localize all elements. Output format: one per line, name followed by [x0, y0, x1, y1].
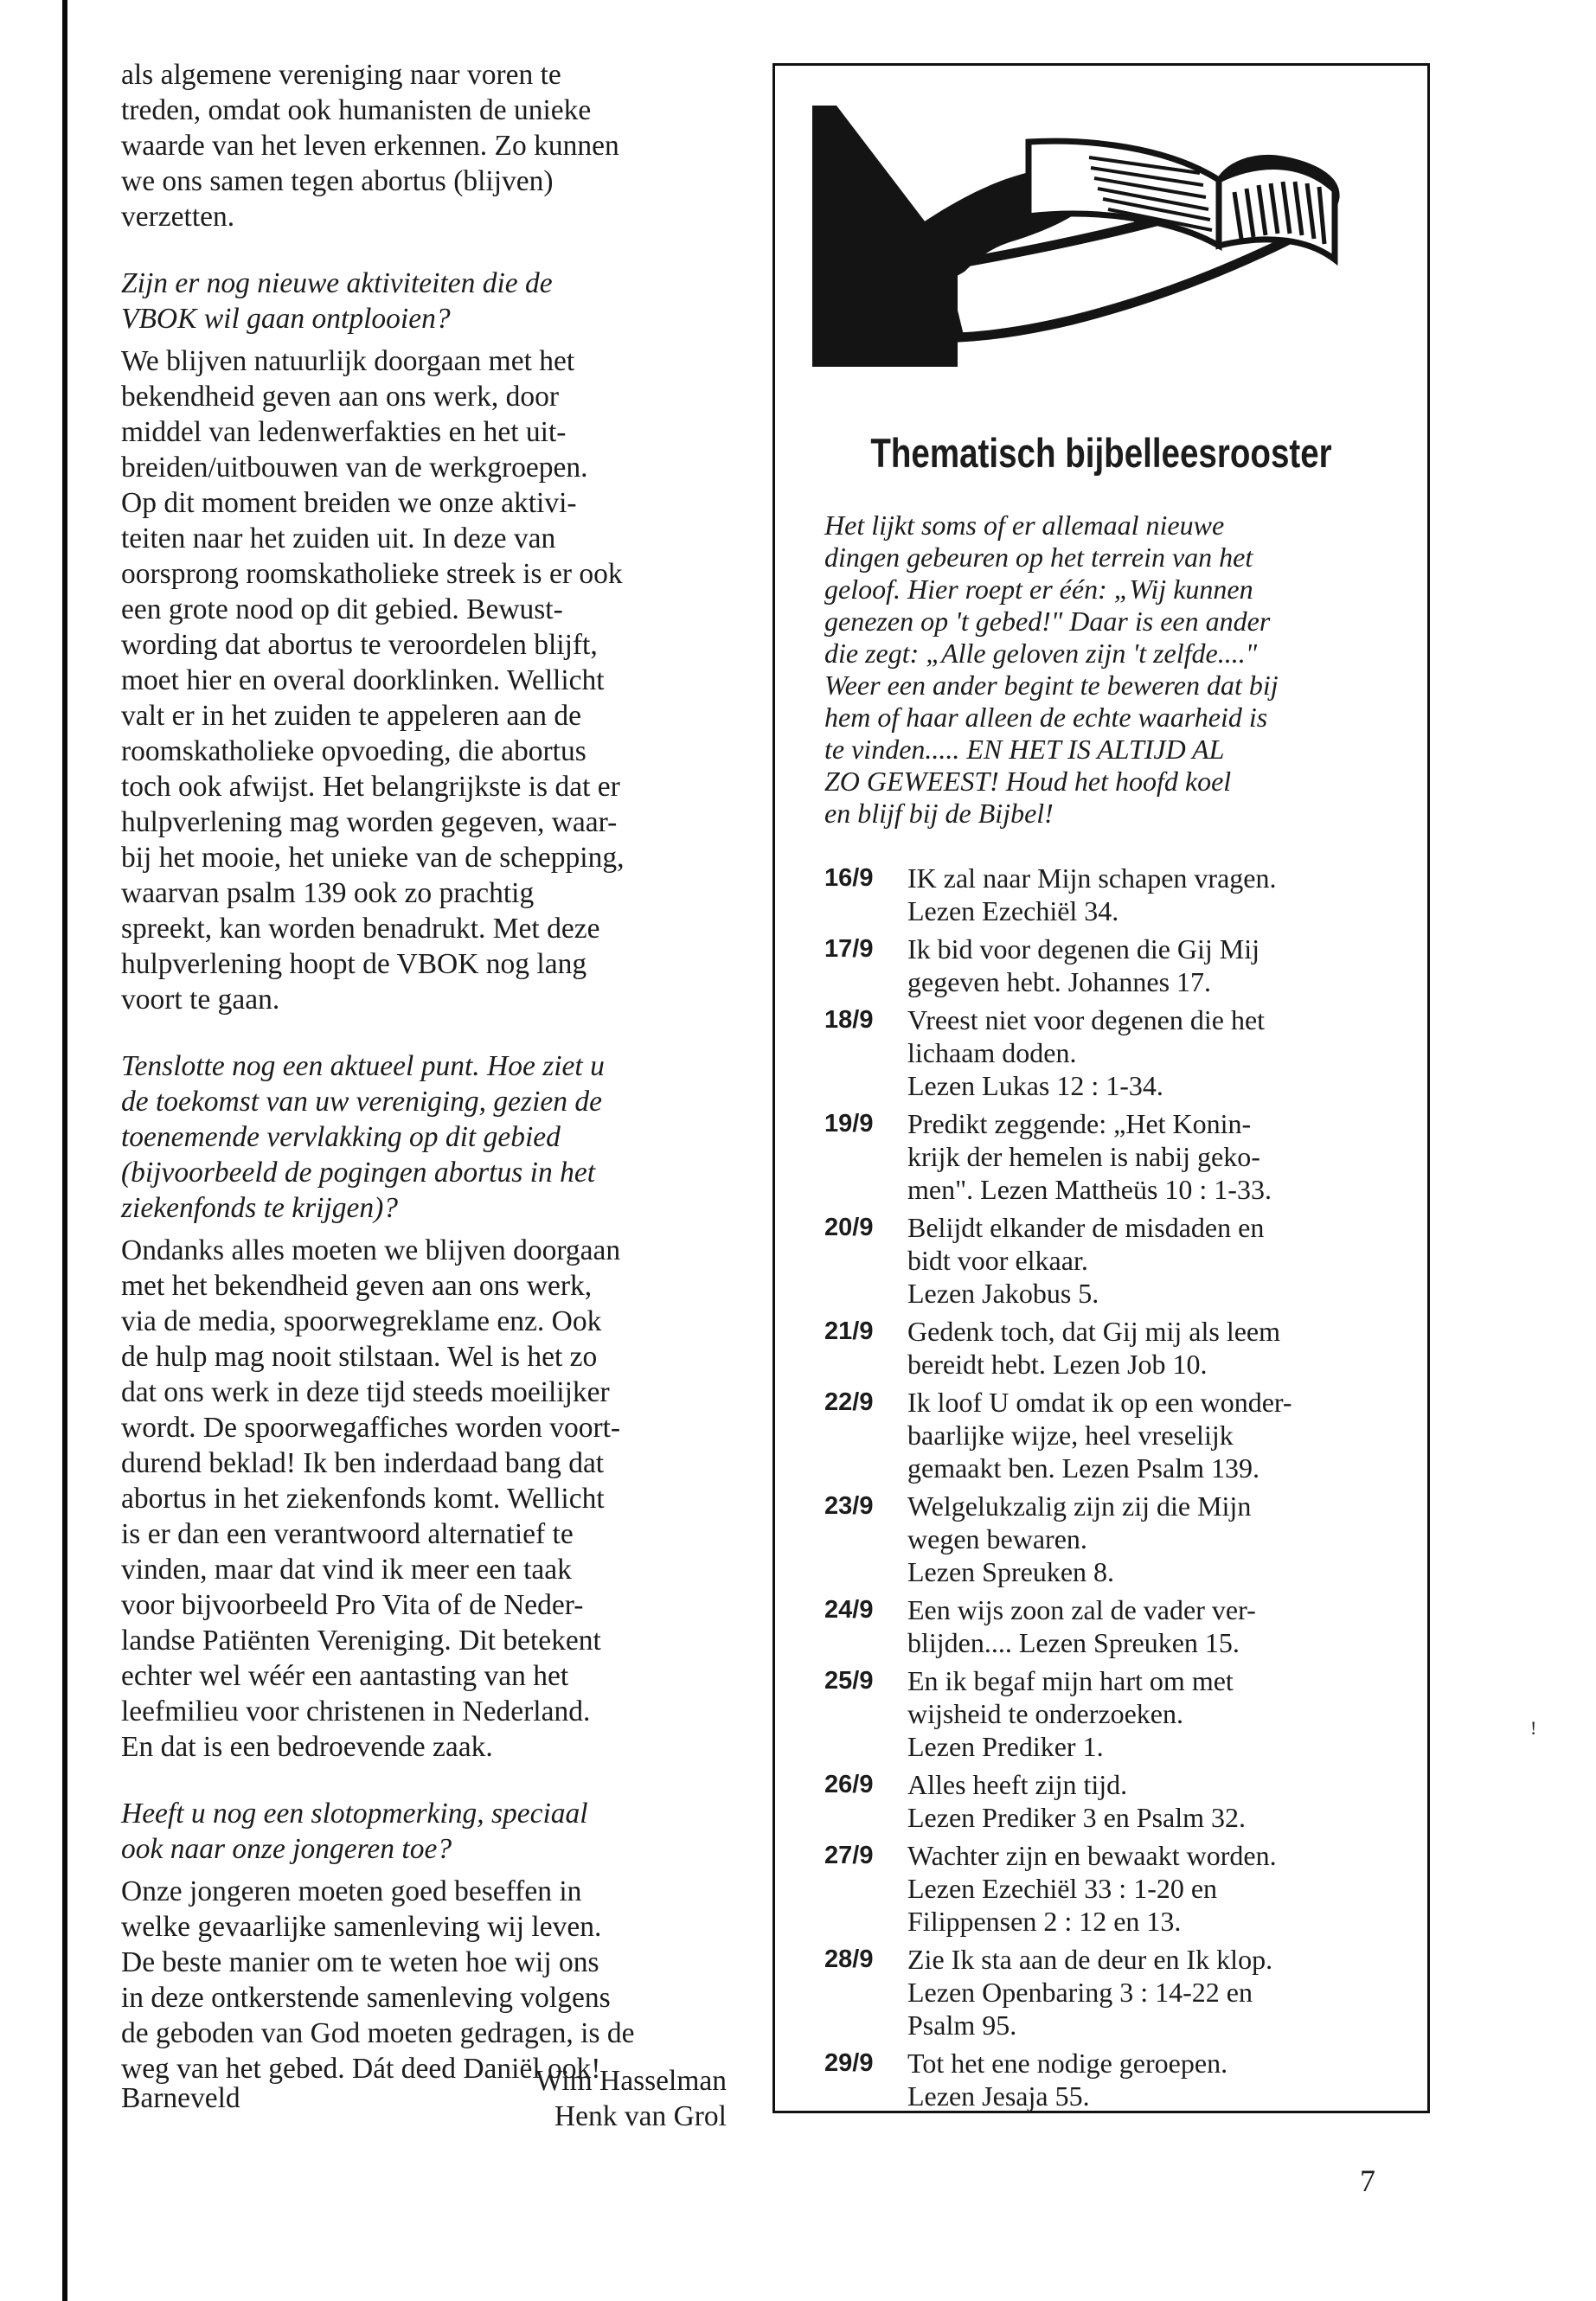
entry-text: IK zal naar Mijn schapen vragen. Lezen Ezechiël 34. [907, 862, 1277, 926]
paragraph: als algemene vereniging naar voren te treden, omdat ook humanisten de unieke waarde van het leven erkennen. Zo kunnen we ons samen tegen abortus (blijven) verzetten. [121, 59, 619, 233]
entry-text: En ik begaf mijn hart om met wijsheid te onderzoeken. Lezen Prediker 1. [907, 1665, 1234, 1762]
entry-text: Ik bid voor degenen die Gij Mij gegeven hebt. Johannes 17. [907, 933, 1260, 997]
interview-question: Tenslotte nog een aktueel punt. Hoe ziet u de toekomst van uw vereniging, gezien de toenemende vervlakking op dit gebied (bijvoorbeeld de pogingen abortus in het ziekenfonds te krijgen)? [121, 1050, 605, 1224]
interview-question: Heeft u nog een slotopmerking, speciaal ook naar onze jongeren toe? [121, 1798, 588, 1865]
entry-date: 20/9 [824, 1214, 874, 1241]
article-column [121, 57, 727, 2086]
schedule-intro: Het lijkt soms of er allemaal nieuwe dingen gebeuren op het terrein van het geloof. Hier roept er één: „Wij kunnen genezen op 't gebed!" Daar is een ander die zegt: „Alle geloven zijn 't zelfde...." Weer een ander begint te beweren dat bij hem of haar alleen de echte waarheid is te vinden..... EN HET IS ALTIJD AL ZO GEWEEST! Houd het hoofd koel en blijf bij de Bijbel! [824, 510, 1279, 829]
paragraph: We blijven natuurlijk doorgaan met het bekendheid geven aan ons werk, door middel van ledenwerfakties en het uit- breiden/uitbouwen van de werkgroepen. Op dit moment breiden we onze aktivi- teiten naar het zuiden uit. In deze van oorsprong roomskatholieke streek is er ook een grote nood op dit gebied. Bewust- wording dat abortus te veroordelen blijft, moet hier en overal doorklinken. Wellicht valt er in het zuiden te appeleren aan de roomskatholieke opvoeding, die abortus toch ook afwijst. Het belangrijkste is dat er hulpverlening mag worden gegeven, waar- bij het mooie, het unieke van de schepping, waarvan psalm 139 ook zo prachtig spreekt, kan worden benadrukt. Met deze hulpverlening hoopt de VBOK nog lang voort te gaan. [121, 345, 625, 1016]
bible-reading-schedule-box [772, 63, 1430, 2113]
schedule-entry [824, 1839, 1378, 1938]
open-bible-with-hand-icon [812, 90, 1349, 367]
entry-date: 28/9 [824, 1945, 874, 1973]
entry-date: 27/9 [824, 1842, 874, 1869]
schedule-entry [824, 862, 1378, 927]
interview-question: Zijn er nog nieuwe aktiviteiten die de VBOK wil gaan ontplooien? [121, 267, 553, 335]
signature-names [535, 2063, 727, 2134]
stray-mark: ! [1530, 1717, 1537, 1739]
entry-text: Ik loof U omdat ik op een wonder- baarlijke wijze, heel vreselijk gemaakt ben. Lezen Psalm 139. [907, 1387, 1292, 1484]
page-number: 7 [1360, 2163, 1375, 2198]
schedule-entry [824, 933, 1378, 998]
author-name: Wim Hasselman [535, 2065, 727, 2097]
entry-text: Vreest niet voor degenen die het lichaam doden. Lezen Lukas 12 : 1-34. [907, 1004, 1266, 1101]
entry-text: Wachter zijn en bewaakt worden. Lezen Ezechiël 33 : 1-20 en Filippensen 2 : 12 en 13. [907, 1840, 1277, 1937]
signature-place: Barneveld [121, 2082, 240, 2114]
schedule-entry [824, 1490, 1378, 1588]
schedule-entry [824, 1003, 1378, 1102]
entry-text: Tot het ene nodige geroepen. Lezen Jesaja 55. [907, 2048, 1228, 2112]
paragraph: Onze jongeren moeten goed beseffen in welke gevaarlijke samenleving wij leven. De beste manier om te weten hoe wij ons in deze ontkerstende samenleving volgens de geboden van God moeten gedragen, is de weg van het gebed. Dát deed Daniël ook! [121, 1875, 635, 2085]
schedule-entry [824, 1943, 1378, 2041]
entry-date: 22/9 [824, 1388, 874, 1416]
entry-text: Gedenk toch, dat Gij mij als leem bereidt hebt. Lezen Job 10. [907, 1316, 1280, 1380]
entry-date: 18/9 [824, 1006, 874, 1034]
entry-text: Belijdt elkander de misdaden en bidt voor elkaar. Lezen Jakobus 5. [907, 1212, 1265, 1309]
entry-text: Een wijs zoon zal de vader ver- blijden.... Lezen Spreuken 15. [907, 1594, 1256, 1658]
entry-date: 24/9 [824, 1596, 874, 1624]
schedule-entries [824, 862, 1378, 2118]
schedule-entry [824, 1107, 1378, 1206]
entry-text: Predikt zeggende: „Het Konin- krijk der hemelen is nabij geko- men". Lezen Mattheüs 10 : 1-33. [907, 1108, 1272, 1205]
schedule-entry [824, 1664, 1378, 1763]
entry-date: 26/9 [824, 1771, 874, 1798]
schedule-entry [824, 1593, 1378, 1659]
margin-rule [62, 0, 67, 2301]
entry-date: 23/9 [824, 1492, 874, 1520]
entry-date: 16/9 [824, 864, 874, 892]
schedule-entry [824, 1315, 1378, 1381]
entry-date: 21/9 [824, 1317, 874, 1345]
schedule-entry [824, 2047, 1378, 2112]
schedule-entry [824, 1768, 1378, 1834]
entry-date: 25/9 [824, 1667, 874, 1695]
entry-date: 19/9 [824, 1110, 874, 1138]
schedule-title: Thematisch bijbelleesrooster [870, 430, 1332, 476]
entry-text: Alles heeft zijn tijd. Lezen Prediker 3 en Psalm 32. [907, 1769, 1246, 1833]
author-name: Henk van Grol [554, 2100, 727, 2132]
signature-block [121, 2063, 727, 2158]
schedule-entry [824, 1211, 1378, 1310]
entry-text: Zie Ik sta aan de deur en Ik klop. Lezen Openbaring 3 : 14-22 en Psalm 95. [907, 1944, 1273, 2041]
entry-text: Welgelukzalig zijn zij die Mijn wegen bewaren. Lezen Spreuken 8. [907, 1490, 1252, 1587]
entry-date: 17/9 [824, 935, 874, 963]
entry-date: 29/9 [824, 2049, 874, 2077]
schedule-entry [824, 1386, 1378, 1484]
paragraph: Ondanks alles moeten we blijven doorgaan met het bekendheid geven aan ons werk, via de media, spoorwegreklame enz. Ook de hulp mag nooit stilstaan. Wel is het zo dat ons werk in deze tijd steeds moeilijker wordt. De spoorwegaffiches worden voort- durend beklad! Ik ben inderdaad bang dat abortus in het ziekenfonds komt. Wellicht is er dan een verantwoord alternatief te vinden, maar dat vind ik meer een taak voor bijvoorbeeld Pro Vita of de Neder- landse Patiënten Vereniging. Dit betekent echter wel wéér een aantasting van het leefmilieu voor christenen in Nederland. En dat is een bedroevende zaak. [121, 1234, 621, 1763]
